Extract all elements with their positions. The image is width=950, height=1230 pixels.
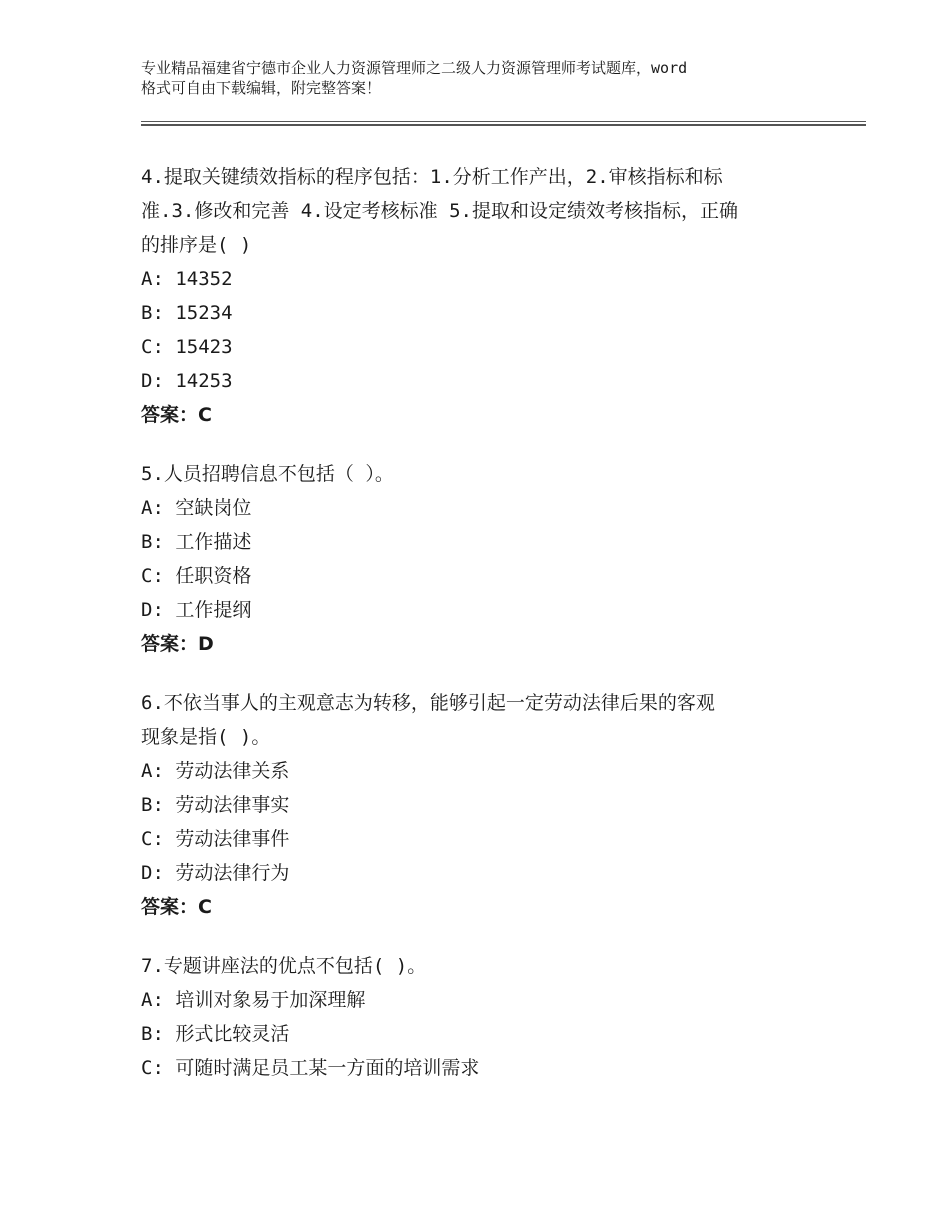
option-d: D: 14253: [141, 370, 233, 392]
answer-label: 答案：C: [141, 404, 212, 426]
option-c: C: 劳动法律事件: [141, 828, 290, 850]
document-header: [141, 58, 841, 98]
option-a: A: 劳动法律关系: [141, 760, 290, 782]
option-c: C: 任职资格: [141, 565, 252, 587]
option-b: B: 15234: [141, 302, 233, 324]
header-divider-thin: [141, 121, 866, 122]
option-a: A: 培训对象易于加深理解: [141, 989, 366, 1011]
answer-label: 答案：D: [141, 633, 214, 655]
question-text-line: 7.专题讲座法的优点不包括( )。: [141, 955, 427, 977]
option-b: B: 工作描述: [141, 531, 252, 553]
option-b: B: 形式比较灵活: [141, 1023, 290, 1045]
option-c: C: 15423: [141, 336, 233, 358]
question-text-line: 4.提取关键绩效指标的程序包括：1.分析工作产出，2.审核指标和标: [141, 166, 723, 188]
question-text-line: 现象是指( )。: [141, 726, 271, 748]
question-text-line: 6.不依当事人的主观意志为转移，能够引起一定劳动法律后果的客观: [141, 692, 715, 714]
header-line-2: 格式可自由下载编辑，附完整答案！: [141, 79, 382, 97]
question-text-line: 的排序是( ): [141, 234, 252, 256]
question-text-line: 准.3.修改和完善 4.设定考核标准 5.提取和设定绩效考核指标，正确: [141, 200, 738, 222]
header-divider-thick: [141, 124, 866, 126]
option-b: B: 劳动法律事实: [141, 794, 290, 816]
question-4: [141, 160, 821, 432]
question-list: [141, 160, 821, 1110]
question-text-line: 5.人员招聘信息不包括（ ）。: [141, 463, 394, 485]
option-c: C: 可随时满足员工某一方面的培训需求: [141, 1057, 480, 1079]
option-a: A: 空缺岗位: [141, 497, 252, 519]
question-7: [141, 949, 821, 1085]
question-5: [141, 457, 821, 661]
option-d: D: 工作提纲: [141, 599, 252, 621]
option-a: A: 14352: [141, 268, 233, 290]
option-d: D: 劳动法律行为: [141, 862, 290, 884]
header-line-1: 专业精品福建省宁德市企业人力资源管理师之二级人力资源管理师考试题库，word: [141, 59, 688, 77]
question-6: [141, 686, 821, 924]
answer-label: 答案：C: [141, 896, 212, 918]
